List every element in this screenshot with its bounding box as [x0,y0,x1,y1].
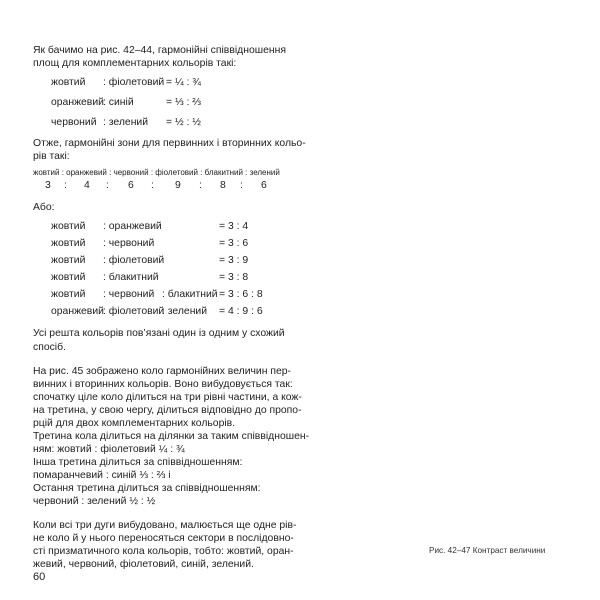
pair-b: : синій [103,97,134,108]
combo-a: жовтий [51,272,86,283]
paragraph-line: помаранчевий : синій ⅓ : ⅔ і [33,470,171,481]
intro-line-1: Як бачимо на рис. 42–44, гармонійні співвідношення [33,45,286,56]
combo-a: оранжевий [51,306,104,317]
rest-line-2: спосіб. [33,342,66,353]
zone-value: 9 [175,180,181,191]
paragraph-line: ням: жовтий : фіолетовий ¼ : ¾ [33,444,185,455]
combo-a: жовтий [51,255,86,266]
paragraph-line: винних і вторинних кольорів. Воно вибудовується так: [33,379,293,390]
figure-caption: Рис. 42–47 Контраст величини [429,546,546,555]
combo-b: : блакитний [103,272,159,283]
combo-a: жовтий [51,289,86,300]
pair-b: : зелений [103,117,149,128]
page-number: 60 [33,571,46,583]
final-line: жевий, червоний, фіолетовий, синій, зелений. [33,559,254,570]
pair-b: : фіолетовий [103,77,165,88]
zone-value: 8 [220,180,226,191]
combo-b: : червоний [103,238,155,249]
zone-separator: : [240,180,243,191]
paragraph-line: спочатку ціле коло ділиться на три рівні частини, а кож- [33,392,302,403]
pair-a: жовтий [51,77,86,88]
pair-a: оранжевий [51,97,104,108]
paragraph-line: рцій для двох комплементарних кольорів. [33,418,236,429]
combo-ratio: = 4 : 9 : 6 [219,306,263,317]
final-line: сті призматичного кола кольорів, тобто: жовтий, оран- [33,546,294,557]
paragraph-line: Інша третина ділиться за співвідношенням: [33,457,243,468]
zone-value: 4 [84,180,90,191]
combo-b: : червоний [103,289,155,300]
combo-c: : блакитний [162,289,218,300]
combo-b: : фіолетовий [103,255,165,266]
paragraph-line: На рис. 45 зображено коло гармонійних величин пер- [33,366,291,377]
paragraph-line: Третина кола ділиться на ділянки за таким співвідношен- [33,431,310,442]
pair-ratio: = ¼ : ¾ [166,77,201,88]
combo-b: : фіолетовий [103,306,165,317]
zones-color-names: жовтий : оранжевий : червоний : фіолетовий : блакитний : зелений [33,168,280,177]
final-line: не коло й у нього переносяться сектори в послідовно- [33,533,294,544]
zone-separator: : [106,180,109,191]
combo-b: : оранжевий [103,221,162,232]
combo-a: жовтий [51,238,86,249]
zones-intro-line-1: Отже, гармонійні зони для первинних і вторинних кольо- [33,138,306,149]
rest-line-1: Усі решта кольорів пов’язані один із одним у схожий [33,328,285,339]
zone-value: 3 [45,180,51,191]
combo-c: : зелений [162,306,208,317]
paragraph-line: червоний : зелений ½ : ½ [33,496,156,507]
combo-ratio: = 3 : 8 [219,272,249,283]
intro-line-2: площ для комплементарних кольорів такі: [33,58,237,69]
pair-ratio: = ½ : ½ [166,117,201,128]
pair-ratio: = ⅓ : ⅔ [166,97,201,108]
zone-value: 6 [261,180,267,191]
final-line: Коли всі три дуги вибудовано, малюється ще одне рів- [33,520,297,531]
zone-separator: : [64,180,67,191]
zone-separator: : [199,180,202,191]
zone-value: 6 [128,180,134,191]
zone-separator: : [151,180,154,191]
combo-a: жовтий [51,221,86,232]
pair-a: червоний [51,117,97,128]
or-label: Або: [33,202,55,213]
paragraph-line: Остання третина ділиться за співвідношенням: [33,483,261,494]
combo-ratio: = 3 : 9 [219,255,249,266]
zones-intro-line-2: рів такі: [33,151,70,162]
paragraph-line: на третина, у свою чергу, ділиться відповідно до пропо- [33,405,302,416]
combo-ratio: = 3 : 6 : 8 [219,289,263,300]
combo-ratio: = 3 : 4 [219,221,249,232]
combo-ratio: = 3 : 6 [219,238,249,249]
